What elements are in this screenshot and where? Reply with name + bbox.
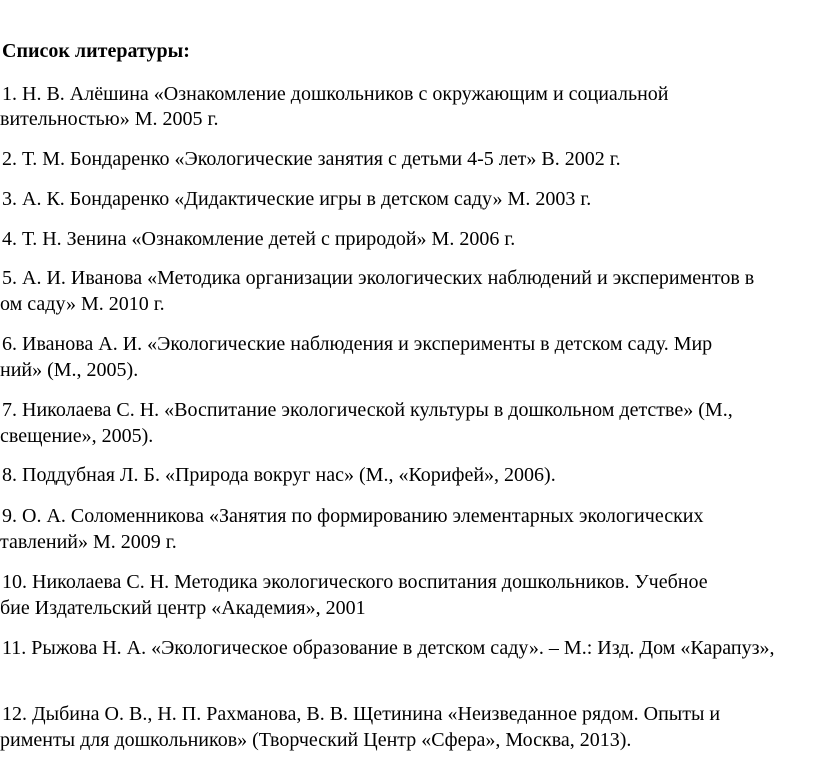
entry-6-line-2: ний» (М., 2005). xyxy=(0,359,139,381)
entry-7-line-1: 7. Николаева С. Н. «Воспитание экологической культуры в дошкольном детстве» (М., xyxy=(2,399,733,421)
entry-12-line-1: 12. Дыбина О. В., Н. П. Рахманова, В. В. Щетинина «Неизведанное рядом. Опыты и xyxy=(2,703,721,725)
entry-5-line-2: ом саду» М. 2010 г. xyxy=(0,293,165,315)
entry-8-line-1: 8. Поддубная Л. Б. «Природа вокруг нас» (М., «Корифей», 2006). xyxy=(2,464,556,486)
entry-9-line-1: 9. О. А. Соломенникова «Занятия по формированию элементарных экологических xyxy=(2,505,704,527)
entry-6-line-1: 6. Иванова А. И. «Экологические наблюдения и эксперименты в детском саду. Мир xyxy=(2,333,713,355)
page-title: Список литературы: xyxy=(2,40,190,62)
entry-10-line-2: бие Издательский центр «Академия», 2001 xyxy=(0,597,366,619)
entry-12-line-2: рименты для дошкольников» (Творческий Центр «Сфера», Москва, 2013). xyxy=(0,729,632,751)
entry-11-line-1: 11. Рыжова Н. А. «Экологическое образование в детском саду». – М.: Изд. Дом «Карапуз», xyxy=(2,637,775,659)
entry-5-line-1: 5. А. И. Иванова «Методика организации экологических наблюдений и экспериментов в xyxy=(2,267,755,289)
entry-9-line-2: тавлений» М. 2009 г. xyxy=(0,531,177,553)
entry-2-line-1: 2. Т. М. Бондаренко «Экологические занятия с детьми 4-5 лет» В. 2002 г. xyxy=(2,148,621,170)
entry-3-line-1: 3. А. К. Бондаренко «Дидактические игры в детском саду» М. 2003 г. xyxy=(2,188,592,210)
entry-4-line-1: 4. Т. Н. Зенина «Ознакомление детей с природой» М. 2006 г. xyxy=(2,228,516,250)
entry-10-line-1: 10. Николаева С. Н. Методика экологического воспитания дошкольников. Учебное xyxy=(2,571,708,593)
entry-1-line-2: вительностью» М. 2005 г. xyxy=(0,108,219,130)
entry-1-line-1: 1. Н. В. Алёшина «Ознакомление дошкольников с окружающим и социальной xyxy=(2,83,669,105)
entry-7-line-2: свещение», 2005). xyxy=(0,425,154,447)
